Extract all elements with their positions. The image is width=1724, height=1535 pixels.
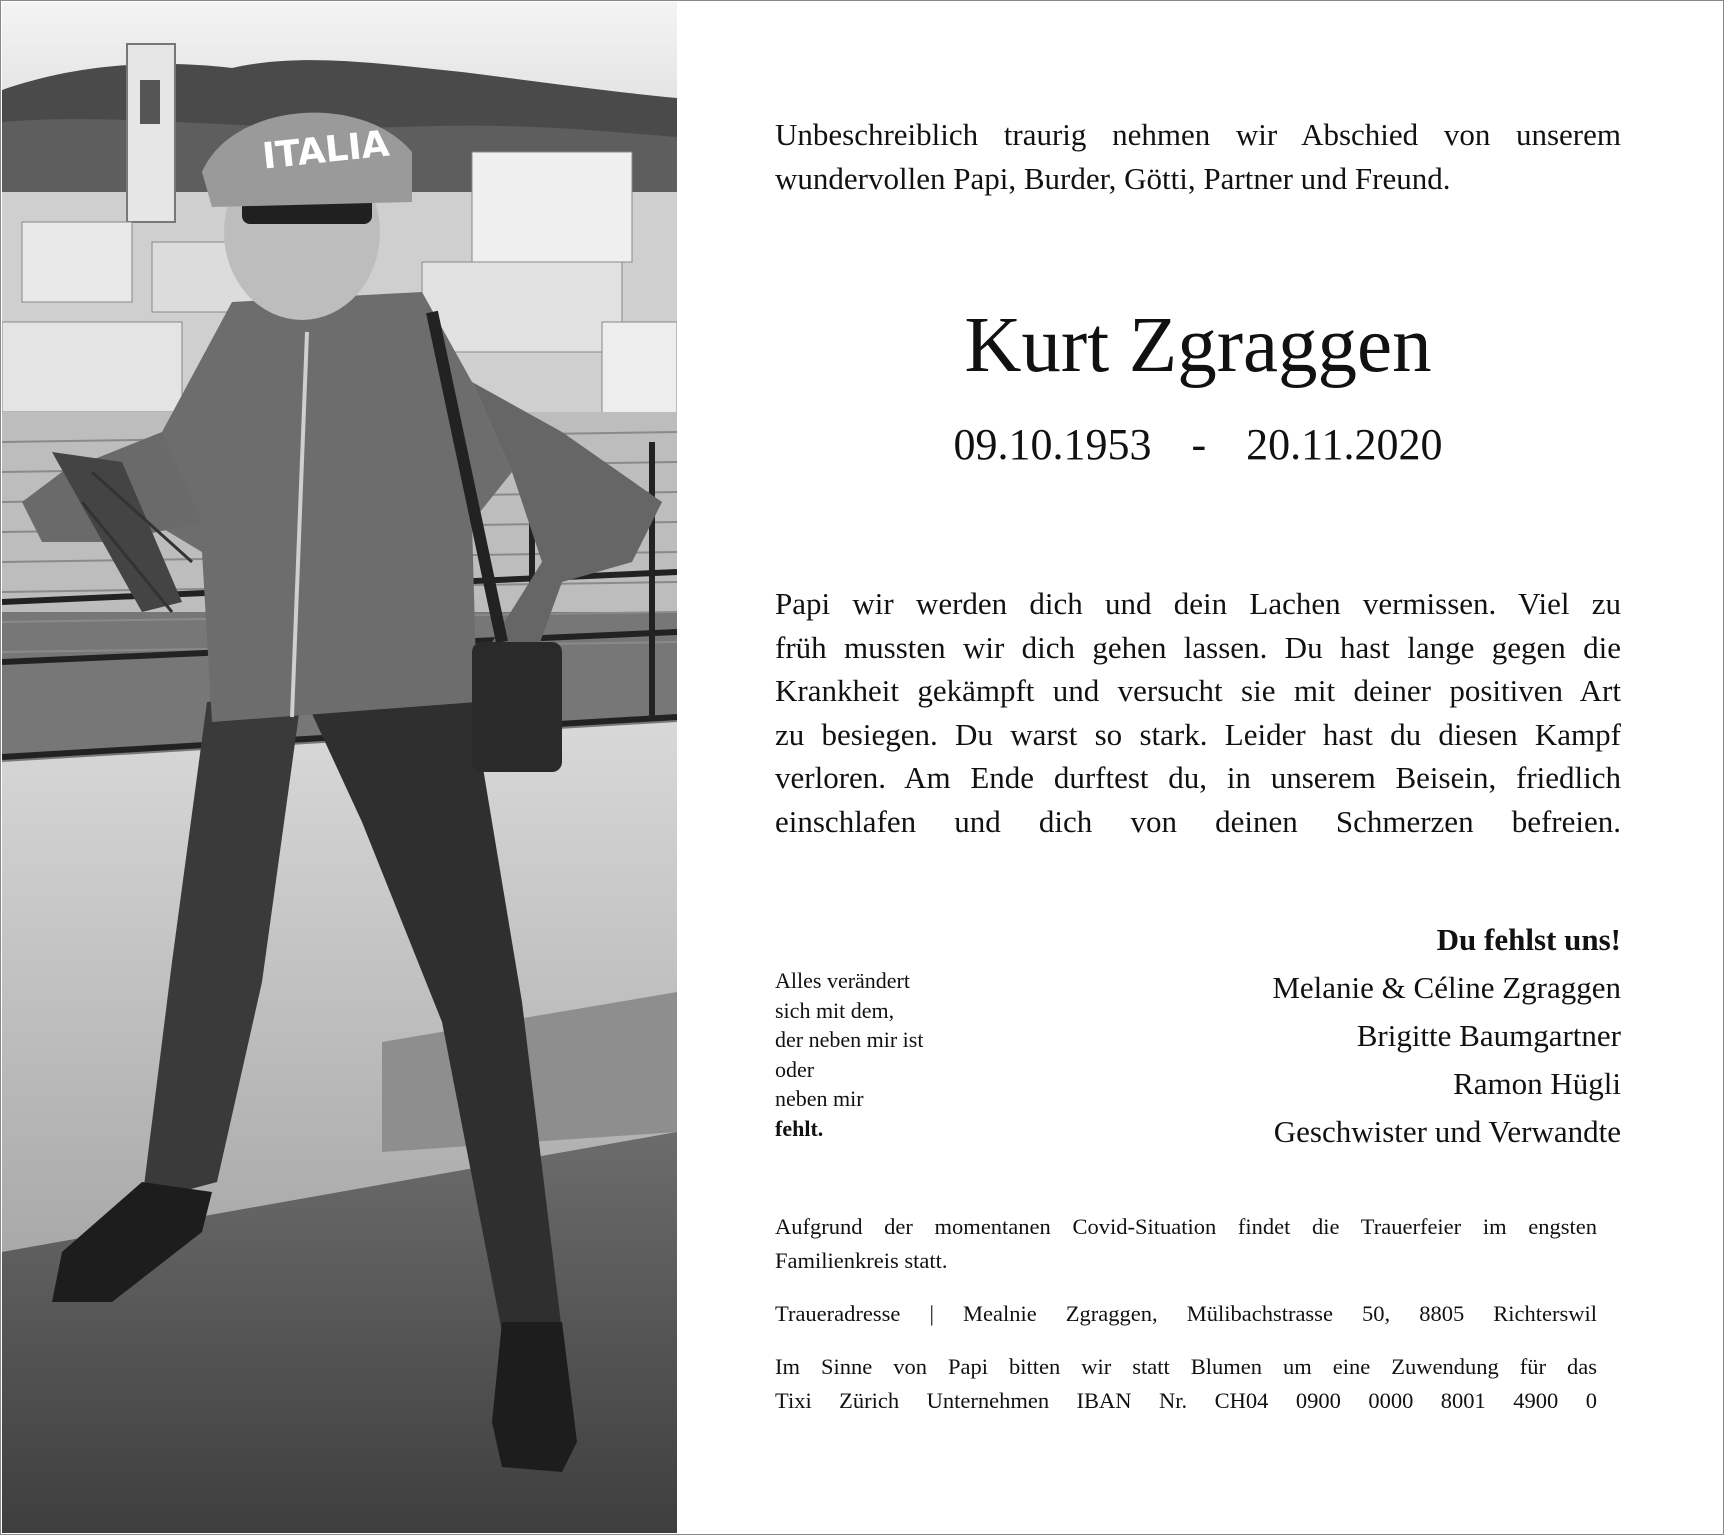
donation-line: Tixi Zürich Unternehmen IBAN Nr. CH04 0900 0000 8001 4900 0 xyxy=(775,1388,1597,1413)
birth-date: 09.10.1953 xyxy=(953,420,1152,469)
portrait-photo xyxy=(2,2,677,1533)
address-line: Traueradresse | Mealnie Zgraggen, Mülibachstrasse 50, 8805 Richterswil xyxy=(775,1301,1597,1326)
quote-line: sich mit dem, xyxy=(775,997,895,1023)
quote-line: Alles verändert xyxy=(775,968,910,993)
mourner-name: Brigitte Baumgartner xyxy=(1356,1018,1621,1053)
death-date: 20.11.2020 xyxy=(1246,420,1443,469)
donation-line: Im Sinne von Papi bitten wir statt Blumen um eine Zuwendung für das xyxy=(775,1354,1597,1379)
tribute-line: Krankheit gekämpft und versucht sie mit deiner positiven Art xyxy=(775,673,1621,708)
notice-block xyxy=(775,1210,1597,1418)
mourners-list xyxy=(1100,916,1621,1156)
tribute-line: einschlafen und dich von deinen Schmerzen befreien. xyxy=(775,803,1621,839)
intro-line: wundervollen Papi, Burder, Götti, Partner und Freund. xyxy=(775,161,1451,196)
quote-line: oder xyxy=(775,1056,815,1082)
date-separator: - xyxy=(1191,420,1207,469)
tribute-line: verloren. Am Ende durftest du, in unserem Beisein, friedlich xyxy=(775,760,1621,795)
portrait-photo-drawing xyxy=(2,2,677,1533)
life-dates xyxy=(775,418,1621,472)
cap-lettering: ITALIA xyxy=(260,123,392,178)
tribute-line: Papi wir werden dich und dein Lachen vermissen. Viel zu xyxy=(775,586,1621,621)
quote-line: der neben mir ist xyxy=(775,1027,924,1052)
mourners-heading: Du fehlst uns! xyxy=(1436,922,1621,957)
quote-text xyxy=(775,966,995,1143)
mourner-name: Geschwister und Verwandte xyxy=(1273,1114,1621,1149)
deceased-name: Kurt Zgraggen xyxy=(964,302,1432,389)
covid-notice-line: Aufgrund der momentanen Covid-Situation findet die Trauerfeier im engsten xyxy=(775,1214,1597,1239)
tribute-line: zu besiegen. Du warst so stark. Leider hast du diesen Kampf xyxy=(775,716,1621,752)
quote-line: neben mir xyxy=(775,1086,864,1111)
covid-notice-line: Familienkreis statt. xyxy=(775,1248,948,1273)
tribute-line: früh mussten wir dich gehen lassen. Du hast lange gegen die xyxy=(775,629,1621,665)
intro-line: Unbeschreiblich traurig nehmen wir Abschied von unserem xyxy=(775,117,1621,152)
tribute-text xyxy=(775,582,1621,843)
intro-text xyxy=(775,113,1621,201)
mourner-name: Melanie & Céline Zgraggen xyxy=(1272,970,1621,1005)
quote-last-line: fehlt. xyxy=(775,1115,824,1141)
mourner-name: Ramon Hügli xyxy=(1453,1066,1621,1101)
